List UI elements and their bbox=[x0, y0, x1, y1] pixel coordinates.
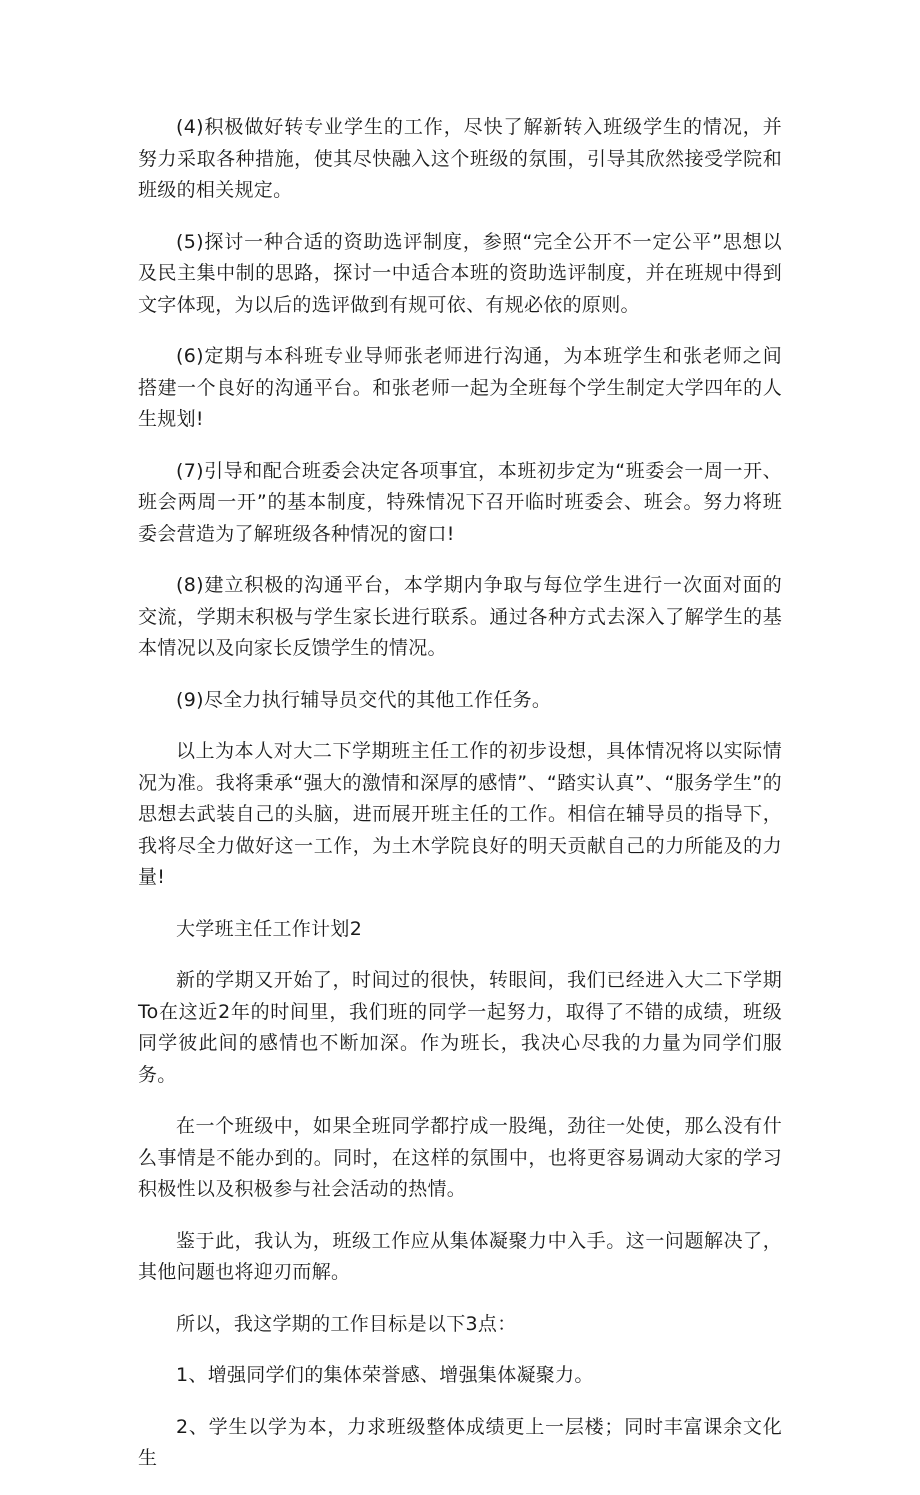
paragraph-goals-intro: 所以，我这学期的工作目标是以下3点： bbox=[176, 1312, 517, 1335]
paragraph-intro: 新的学期又开始了，时间过的很快，转眼间，我们已经进入大二下学期To在这近2年的时间里，我们班的同学一起努力，取得了不错的成绩，班级同学彼此间的感情也不断加深。作为班长，我决心尽我的力量为同学们服务。 bbox=[138, 969, 782, 1086]
paragraph-item-6: (6)定期与本科班专业导师张老师进行沟通，为本班学生和张老师之间搭建一个良好的沟通平台。和张老师一起为全班每个学生制定大学四年的人生规划! bbox=[138, 345, 782, 430]
paragraph-approach: 鉴于此，我认为，班级工作应从集体凝聚力中入手。这一问题解决了，其他问题也将迎刃而解。 bbox=[138, 1229, 782, 1283]
paragraph-item-4: (4)积极做好转专业学生的工作，尽快了解新转入班级学生的情况，并努力采取各种措施，使其尽快融入这个班级的氛围，引导其欣然接受学院和班级的相关规定。 bbox=[138, 116, 782, 201]
document-body bbox=[138, 112, 782, 1495]
paragraph-item-7: (7)引导和配合班委会决定各项事宜，本班初步定为“班委会一周一开、班会两周一开”的基本制度，特殊情况下召开临时班委会、班会。努力将班委会营造为了解班级各种情况的窗口! bbox=[138, 459, 782, 545]
section-heading: 大学班主任工作计划2 bbox=[176, 917, 363, 940]
goal-item-1: 1、增强同学们的集体荣誉感、增强集体凝聚力。 bbox=[176, 1364, 594, 1386]
paragraph-item-5: (5)探讨一种合适的资助选评制度，参照“完全公开不一定公平”思想以及民主集中制的思路，探讨一中适合本班的资助选评制度，并在班规中得到文字体现，为以后的选评做到有规可依、有规必依的原则。 bbox=[138, 230, 782, 316]
paragraph-cohesion: 在一个班级中，如果全班同学都拧成一股绳，劲往一处使，那么没有什么事情是不能办到的。同时，在这样的氛围中，也将更容易调动大家的学习积极性以及积极参与社会活动的热情。 bbox=[138, 1115, 782, 1200]
paragraph-conclusion: 以上为本人对大二下学期班主任工作的初步设想，具体情况将以实际情况为准。我将秉承“强大的激情和深厚的感情”、“踏实认真”、“服务学生”的思想去武装自己的头脑，进而展开班主任的工作。相信在辅导员的指导下，我将尽全力做好这一工作，为土木学院良好的明天贡献自己的力所能及的力量! bbox=[138, 740, 782, 888]
paragraph-item-9: (9)尽全力执行辅导员交代的其他工作任务。 bbox=[176, 688, 552, 711]
paragraph-item-8: (8)建立积极的沟通平台，本学期内争取与每位学生进行一次面对面的交流，学期末积极与学生家长进行联系。通过各种方式去深入了解学生的基本情况以及向家长反馈学生的情况。 bbox=[138, 574, 782, 659]
goal-item-2: 2、学生以学为本，力求班级整体成绩更上一层楼；同时丰富课余文化生 bbox=[138, 1415, 782, 1469]
